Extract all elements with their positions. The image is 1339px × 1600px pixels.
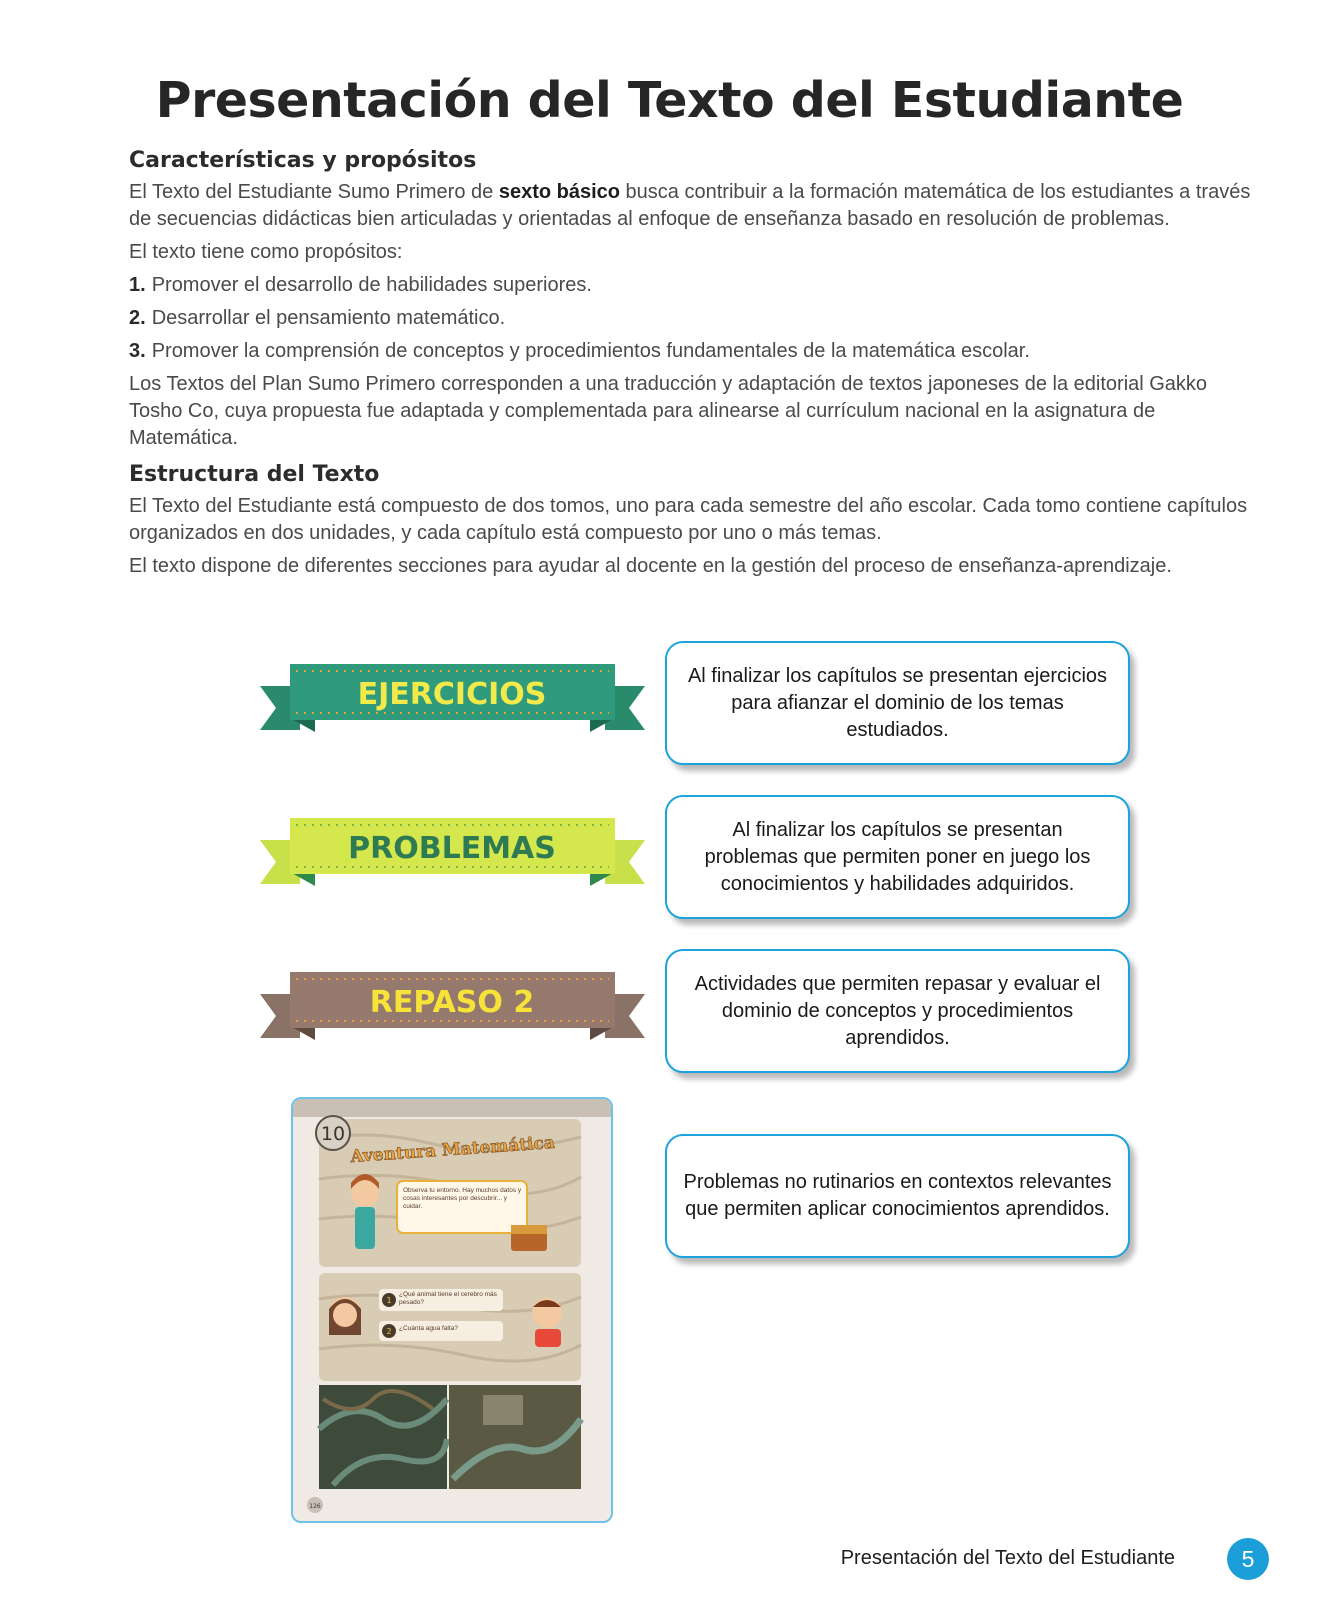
question-2: ¿Cuánta agua falta? [399,1325,458,1332]
origin-paragraph: Los Textos del Plan Sumo Primero corresponden a una traducción y adaptación de textos japoneses de la editorial Gakko Tosho Co, cuya propuesta fue adaptada y complementada para alinearse al currículum nacional en la asignatura de Matemática. [129,373,1208,449]
intro-paragraph: El Texto del Estudiante Sumo Primero de sexto básico busca contribuir a la formación matemática de los estudiantes a través de secuencias didácticas bien articuladas y orientadas al enfoque de enseñanza basado en resolución de problemas. [129,181,1251,230]
aventura-page-thumbnail [291,1097,613,1523]
page-number-badge: 5 [1227,1538,1269,1580]
repaso-banner [260,966,645,1046]
purpose-item-1: 1. Promover el desarrollo de habilidades superiores. [129,274,592,296]
thumbnail-art [293,1099,611,1521]
section-heading-structure: Estructura del Texto [129,462,380,487]
aventura-description: Problemas no rutinarios en contextos relevantes que permiten aplicar conocimientos aprendidos. [665,1134,1130,1258]
repaso-description: Actividades que permiten repasar y evaluar el dominio de conceptos y procedimientos aprendidos. [665,949,1130,1073]
thumbnail-page-number: 126 [309,1503,321,1510]
structure-paragraph: El Texto del Estudiante está compuesto de dos tomos, uno para cada semestre del año escolar. Cada tomo contiene capítulos organizados en dos unidades, y cada capítulo está compuesto por uno o más temas. [129,495,1248,544]
page-title: Presentación del Texto del Estudiante [155,72,1184,129]
footer-label: Presentación del Texto del Estudiante [840,1547,1175,1569]
purpose-item-3: 3. Promover la comprensión de conceptos y procedimientos fundamentales de la matemática escolar. [129,340,1030,362]
problemas-banner [260,812,645,892]
problemas-description: Al finalizar los capítulos se presentan problemas que permiten poner en juego los conocimientos y habilidades adquiridos. [665,795,1130,919]
section-heading-characteristics: Características y propósitos [129,148,477,173]
banner-label: EJERCICIOS [357,677,547,712]
aventura-title: Aventura Matemática [349,1132,556,1168]
purposes-intro: El texto tiene como propósitos: [129,241,403,263]
question-1-number: 1 [386,1296,392,1305]
ejercicios-banner [260,658,645,738]
structure-section [129,462,1264,586]
speech-text: Observa tu entorno. Hay muchos datos y cosas interesantes por descubrir... y cuidar. [403,1187,522,1210]
banner-label: REPASO 2 [369,985,535,1020]
question-1: ¿Qué animal tiene el cerebro más pesado? [399,1291,497,1306]
ejercicios-description: Al finalizar los capítulos se presentan ejercicios para afianzar el dominio de los temas estudiados. [665,641,1130,765]
banner-label: PROBLEMAS [348,831,556,866]
sections-paragraph: El texto dispone de diferentes secciones para ayudar al docente en la gestión del proceso de enseñanza-aprendizaje. [129,555,1172,577]
chapter-number: 10 [320,1123,346,1145]
purpose-item-2: 2. Desarrollar el pensamiento matemático. [129,307,506,329]
question-2-number: 2 [386,1327,392,1336]
characteristics-section [129,148,1264,458]
